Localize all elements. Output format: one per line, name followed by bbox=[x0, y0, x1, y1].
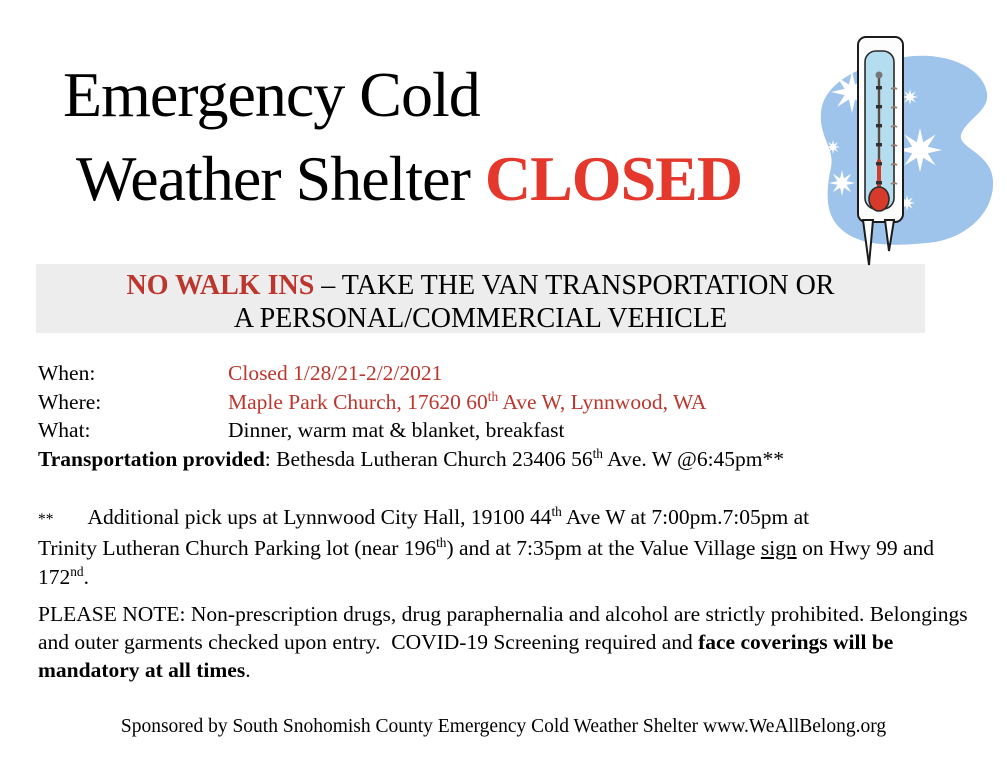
cold-thermometer-illustration bbox=[815, 15, 1005, 280]
sponsor-text: Sponsored by South Snohomish County Emergency Cold Weather Shelter www.WeAllBelong.org bbox=[120, 716, 887, 737]
pickups-text: ** Additional pick ups at Lynnwood City Hall, 19100 44th Ave W at 7:00pm.7:05pm at Trinity Lutheran Church Parking lot (near 196th) and at 7:35pm at the Value Village sign on Hwy 99 and 172nd. bbox=[38, 503, 935, 589]
snowflake-icon bbox=[829, 170, 855, 196]
what-label: What: bbox=[38, 418, 91, 442]
snowflake-icon bbox=[826, 140, 840, 154]
info-row-when bbox=[38, 359, 784, 388]
shelter-info-list bbox=[38, 359, 784, 473]
info-row-transportation bbox=[38, 445, 784, 474]
transportation-text: Transportation provided: Bethesda Lutheran Church 23406 56th Ave. W @6:45pm** bbox=[38, 445, 785, 471]
closed-status-text: CLOSED bbox=[484, 143, 743, 214]
title-text-2: Weather Shelter bbox=[76, 143, 485, 214]
sponsor-footer bbox=[0, 716, 1007, 738]
snowflake-icon bbox=[898, 128, 942, 172]
snowflake-icon bbox=[902, 89, 918, 105]
no-walk-ins-banner bbox=[36, 264, 925, 333]
additional-pickups-paragraph bbox=[38, 503, 934, 592]
title-text-1: Emergency Cold bbox=[63, 59, 480, 130]
title-line-1 bbox=[63, 53, 742, 137]
where-value: Maple Park Church, 17620 60th Ave W, Lynnwood, WA bbox=[228, 388, 707, 414]
what-value: Dinner, warm mat & blanket, breakfast bbox=[228, 418, 565, 442]
banner-text: NO WALK INS – TAKE THE VAN TRANSPORTATION OR A PERSONAL/COMMERCIAL VEHICLE bbox=[126, 270, 835, 334]
note-text: PLEASE NOTE: Non-prescription drugs, drug paraphernalia and alcohol are strictly prohibited. Belongings and outer garments checked upon entry. COVID-19 Screening required and face coverings will be mandatory at all times. bbox=[38, 602, 968, 682]
when-value: Closed 1/28/21-2/2/2021 bbox=[228, 361, 443, 385]
please-note-paragraph bbox=[38, 600, 968, 684]
page-title bbox=[63, 53, 742, 221]
info-row-what bbox=[38, 416, 784, 445]
title-line-2 bbox=[63, 137, 742, 221]
info-row-where bbox=[38, 388, 784, 417]
where-label: Where: bbox=[38, 389, 102, 414]
when-label: When: bbox=[38, 361, 96, 385]
